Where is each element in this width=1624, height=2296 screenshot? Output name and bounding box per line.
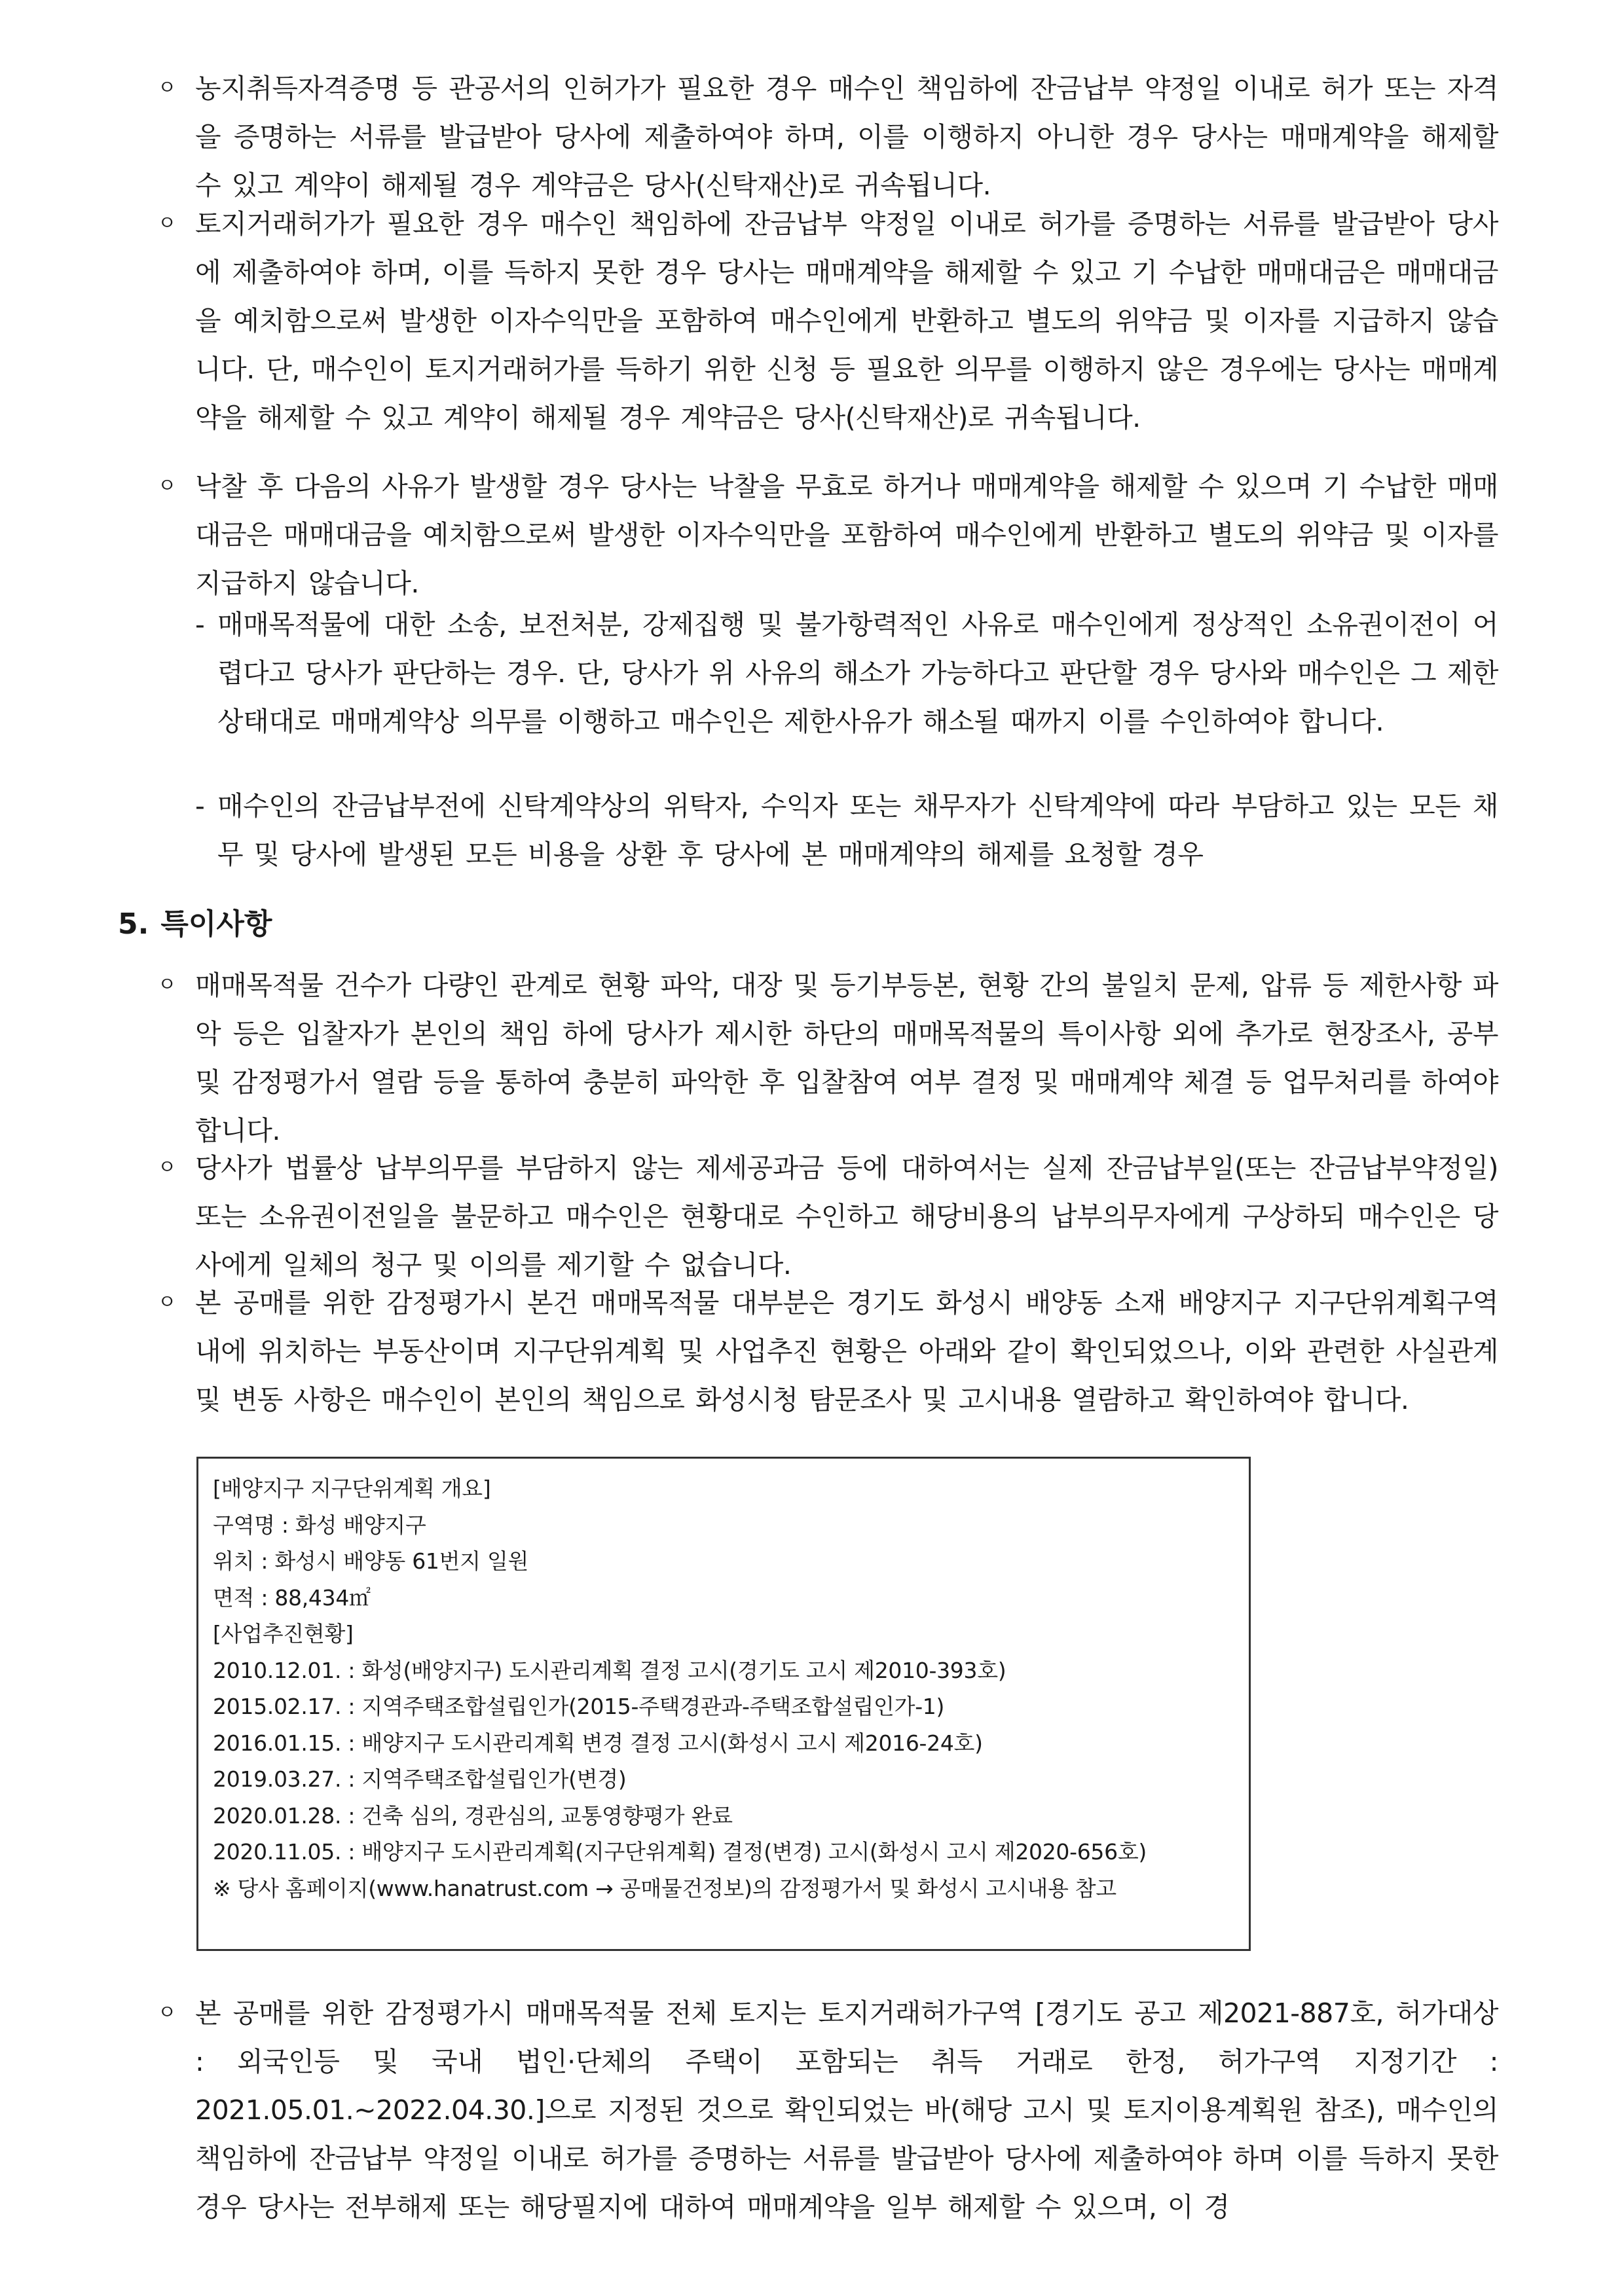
- bullet-marker: ㅇ: [157, 1291, 177, 1314]
- section-heading: [118, 900, 272, 949]
- paragraph-land-permit-zone: 본 공매를 위한 감정평가시 매매목적물 전체 토지는 토지거래허가구역 [경기도 공고 제2021-887호, 허가대상 : 외국인등 및 국내 법인·단체의 주택이 포함되는 취득 거래로 한정, 허가구역 지정기간 : 2021.05.01.~2022.04.30.]으로 지정된 것으로 확인되었는 바(해당 고시 및 토지이용계획원 참조), 매수인의 책임하에 잔금납부 약정일 이내로 허가를 증명하는 서류를 발급받아 당사에 제출하여야 하며 이를 득하지 못한 경우 당사는 전부해제 또는 해당필지에 대하여 매매계약을 일부 해제할 수 있으며, 이 경: [195, 1997, 1498, 2223]
- section-title: 특이사항: [160, 907, 272, 941]
- paragraph-land-transaction-permit: 토지거래허가가 필요한 경우 매수인 책임하에 잔금납부 약정일 이내로 허가를 증명하는 서류를 발급받아 당사에 제출하여야 하며, 이를 득하지 못한 경우 당사는 매매계약을 해제할 수 있고 기 수납한 매매대금은 매매대금을 예치함으로써 발생한 이자수익만을 포함하여 매수인에게 반환하고 별도의 위약금 및 이자를 지급하지 않습니다. 단, 매수인이 토지거래허가를 득하기 위한 신청 등 필요한 의무를 이행하지 않은 경우에는 당사는 매매계약을 해제할 수 있고 계약이 해제될 경우 계약금은 당사(신탁재산)로 귀속됩니다.: [195, 208, 1498, 433]
- sub-item-debt-repayment: 매수인의 잔금납부전에 신탁계약상의 위탁자, 수익자 또는 채무자가 신탁계약에 따라 부담하고 있는 모든 채무 및 당사에 발생된 모든 비용을 상환 후 당사에 본 매매계약의 해제를 요청할 경우: [217, 790, 1498, 870]
- paragraph-taxes-and-dues: 당사가 법률상 납부의무를 부담하지 않는 제세공과금 등에 대하여서는 실제 잔금납부일(또는 잔금납부약정일) 또는 소유권이전일을 불문하고 매수인은 현황대로 수인하고 해당비용의 납부의무자에게 구상하되 매수인은 당사에게 일체의 청구 및 이의를 제기할 수 없습니다.: [195, 1152, 1498, 1281]
- dash-marker: -: [195, 790, 205, 822]
- box-line-reference-note: ※ 당사 홈페이지(www.hanatrust.com → 공매물건정보)의 감정평가서 및 화성시 고시내용 참고: [213, 1875, 1116, 1901]
- dash-marker: -: [195, 609, 205, 640]
- bullet-marker: ㅇ: [157, 974, 177, 996]
- paragraph-farmland-permit: 농지취득자격증명 등 관공서의 인허가가 필요한 경우 매수인 책임하에 잔금납부 약정일 이내로 허가 또는 자격을 증명하는 서류를 발급받아 당사에 제출하여야 하며, 이를 이행하지 아니한 경우 당사는 매매계약을 해제할 수 있고 계약이 해제될 경우 계약금은 당사(신탁재산)로 귀속됩니다.: [195, 73, 1498, 201]
- box-line-progress-item: 2019.03.27. : 지역주택조합설립인가(변경): [213, 1766, 627, 1792]
- bullet-marker: ㅇ: [157, 212, 177, 235]
- paragraph-district-unit-plan: 본 공매를 위한 감정평가시 본건 매매목적물 대부분은 경기도 화성시 배양동 소재 배양지구 지구단위계획구역 내에 위치하는 부동산이며 지구단위계획 및 사업추진 현황은 아래와 같이 확인되었으나, 이와 관련한 사실관계 및 변동 사항은 매수인이 본인의 책임으로 화성시청 탐문조사 및 고시내용 열람하고 확인하여야 합니다.: [195, 1287, 1498, 1415]
- box-line-progress-item: 2010.12.01. : 화성(배양지구) 도시관리계획 결정 고시(경기도 고시 제2010-393호): [213, 1657, 1006, 1683]
- sub-item-litigation: 매매목적물에 대한 소송, 보전처분, 강제집행 및 불가항력적인 사유로 매수인에게 정상적인 소유권이전이 어렵다고 당사가 판단하는 경우. 단, 당사가 위 사유의 해소가 가능하다고 판단할 경우 당사와 매수인은 그 제한상태대로 매매계약상 의무를 이행하고 매수인은 제한사유가 해소될 때까지 이를 수인하여야 합니다.: [217, 609, 1498, 737]
- box-line-location: 위치 : 화성시 배양동 61번지 일원: [213, 1548, 529, 1574]
- bullet-marker: ㅇ: [157, 77, 177, 100]
- box-line-area: 면적 : 88,434㎡: [213, 1584, 371, 1611]
- section-number: 5.: [118, 907, 149, 941]
- paragraph-buyer-investigation: 매매목적물 건수가 다량인 관계로 현황 파악, 대장 및 등기부등본, 현황 간의 불일치 문제, 압류 등 제한사항 파악 등은 입찰자가 본인의 책임 하에 당사가 제시한 하단의 매매목적물의 특이사항 외에 추가로 현장조사, 공부 및 감정평가서 열람 등을 통하여 충분히 파악한 후 입찰참여 여부 결정 및 매매계약 체결 등 업무처리를 하여야 합니다.: [195, 970, 1498, 1146]
- box-heading-overview: [배양지구 지구단위계획 개요]: [213, 1476, 491, 1501]
- bullet-marker: ㅇ: [157, 1156, 177, 1179]
- bullet-marker: ㅇ: [157, 2001, 177, 2024]
- paragraph-bid-invalidation: 낙찰 후 다음의 사유가 발생할 경우 당사는 낙찰을 무효로 하거나 매매계약을 해제할 수 있으며 기 수납한 매매대금은 매매대금을 예치함으로써 발생한 이자수익만을 포함하여 매수인에게 반환하고 별도의 위약금 및 이자를 지급하지 않습니다.: [195, 471, 1498, 599]
- box-line-progress-item: 2020.11.05. : 배양지구 도시관리계획(지구단위계획) 결정(변경) 고시(화성시 고시 제2020-656호): [213, 1839, 1147, 1865]
- box-line-progress-item: 2015.02.17. : 지역주택조합설립인가(2015-주택경관과-주택조합설립인가-1): [213, 1694, 945, 1719]
- box-heading-progress: [사업추진현황]: [213, 1621, 354, 1647]
- box-line-district-name: 구역명 : 화성 배양지구: [213, 1512, 426, 1538]
- bullet-marker: ㅇ: [157, 475, 177, 498]
- district-plan-info-box: [196, 1457, 1251, 1951]
- box-line-progress-item: 2016.01.15. : 배양지구 도시관리계획 변경 결정 고시(화성시 고시 제2016-24호): [213, 1730, 983, 1756]
- box-line-progress-item: 2020.01.28. : 건축 심의, 경관심의, 교통영향평가 완료: [213, 1802, 733, 1829]
